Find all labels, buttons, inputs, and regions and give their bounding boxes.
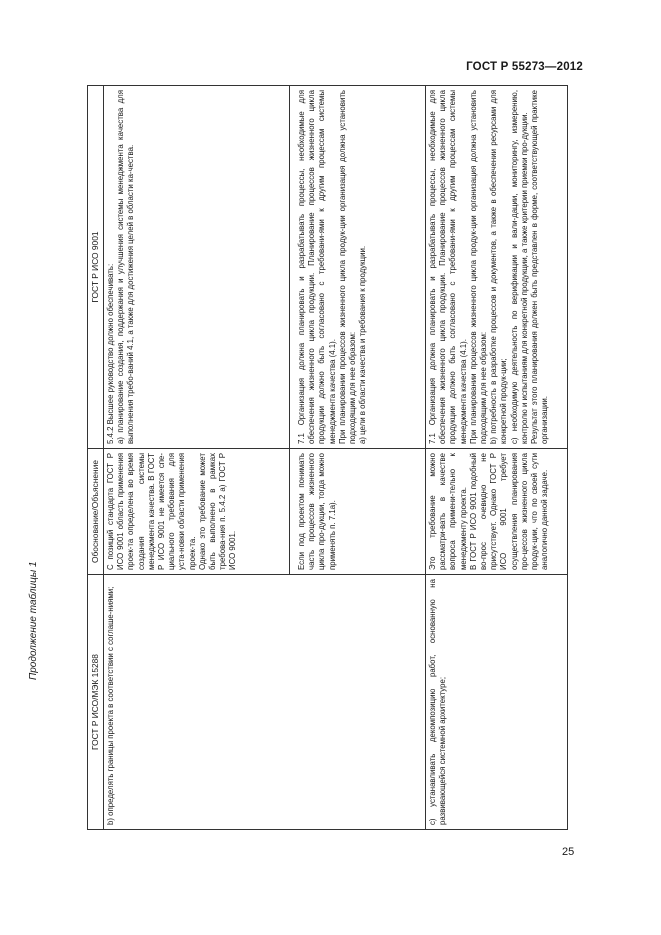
table-header-row (88, 86, 104, 830)
cell-requirement-b: b) определять границы проекта в соответствии с соглаше-ниями; (104, 575, 426, 830)
cell-iso9001-b2: 7.1 Организация должна планировать и разрабатывать процессы, необходимые для обеспечения жизненного цикла продукции. Планирование процессов жизненного цикла продукции должно быть согласовано с требовани-ями к другим процессам системы менеджмента качества (4.1). При планировании процессов жизненного цикла продук-ции организация должна установить подходящим для нее образом: а) цели в области качества и требования к продукции. (290, 86, 426, 449)
column-header-iso9001: ГОСТ Р ИСО 9001 (88, 86, 104, 449)
rotated-table-container (87, 86, 568, 830)
cell-iso9001-b: 5.4.2 Высшее руководство должно обеспечивать: а) планирование создания, поддержания и улучшения системы менеджмента качества для выполнения требо-ваний 4.1, а также для достижения целей в области ка-чества. (104, 86, 290, 449)
page-number: 25 (562, 846, 575, 858)
comparison-table (87, 85, 568, 830)
table-caption: Продолжение таблицы 1 (28, 561, 39, 680)
cell-iso9001-c: 7.1 Организация должна планировать и разрабатывать процессы, необходимые для обеспечения жизненного цикла продукции. Планирование процессов жизненного цикла продукции должно быть согласовано с требовани-ями к другим процессам системы менеджмента качества (4.1). При планировании процессов жизненного цикла продук-ции организация должна установить подходящим для нее образом: b) потребность в разработке процессов и документов, а также в обеспечении ресурсами для конкретной продук-ции; с) необходимую деятельность по верификации и вали-дации, мониторингу, измерению, контролю и испытаниям для конкретной продукции, а также критерии приемки про-дукции. Результат этого планирования должен быть представлен в форме, соответствующей практике организации. (426, 86, 568, 449)
column-header-justification: Обоснование/Объяснение (88, 449, 104, 575)
cell-justification-b2: Если под проектом понимать часть процессов жизненного цикла про-дукции, тогда можно применять п. 7.1а). (290, 449, 426, 575)
cell-requirement-c: с) устанавливать декомпозицию работ, основанную на развивающейся системной архитектуре; (426, 575, 568, 830)
document-header: ГОСТ Р 55273—2012 (466, 61, 583, 73)
table-row (104, 86, 290, 830)
table-row (426, 86, 568, 830)
cell-justification-b: С позиций стандарта ГОСТ Р ИСО 9001 область применения проек-та определена во время создания системы менеджмента качества. В ГОСТ Р ИСО 9001 не имеется спе-циального требования для уста-новки области применения проек-та. Однако это требование может быть выполнено в рамках требова-ния п. 5.4.2 а) ГОСТ Р ИСО 9001. (104, 449, 290, 575)
cell-justification-c: Это требование можно рассматри-вать в качестве вопроса примени-тельно к менеджменту проекта. В ГОСТ Р ИСО 9001 подобный во-прос очевидно не присутствует. Однако ГОСТ Р ИСО 9001 требует осуществления планирования про-цессов жизненного цикла продук-ции, что по своей сути аналогично данной задаче. (426, 449, 568, 575)
column-header-iso15288: ГОСТ Р ИСО/МЭК 15288 (88, 575, 104, 830)
table-caption-container (28, 561, 39, 690)
